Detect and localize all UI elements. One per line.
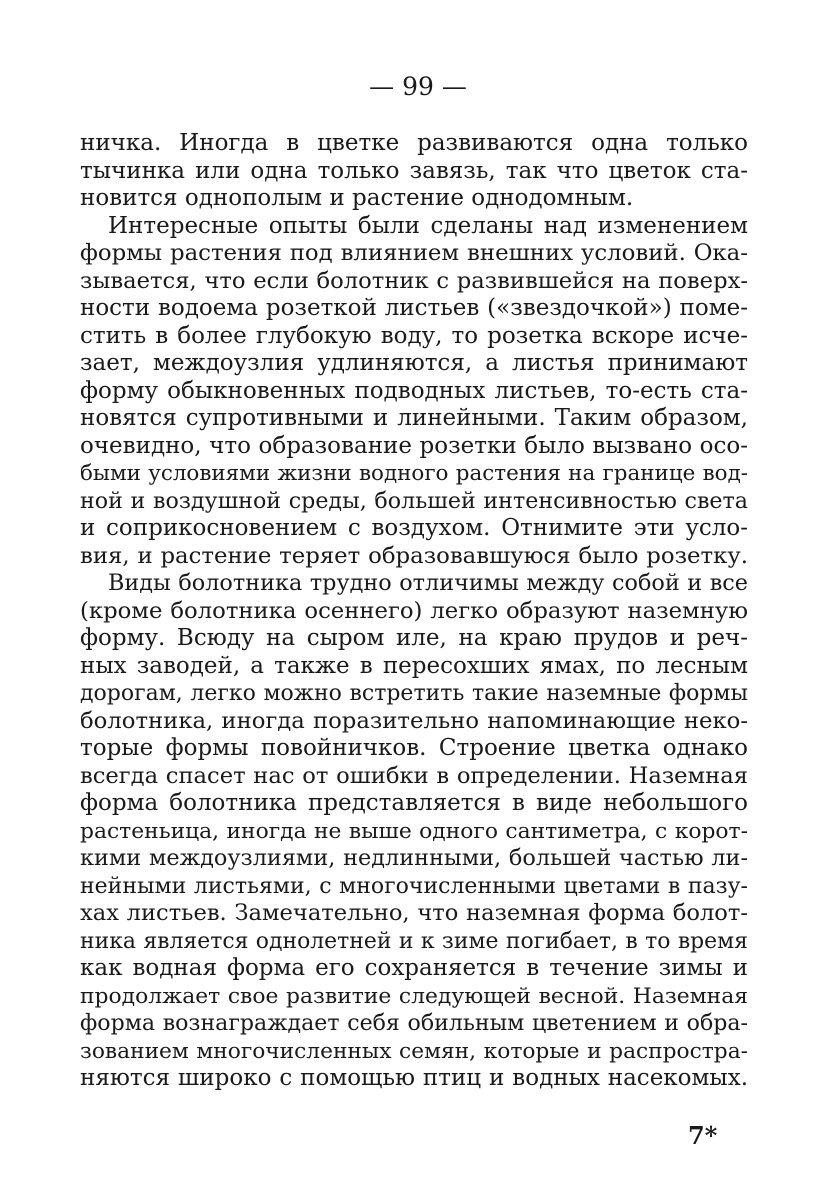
text-line: хах листьев. Замечательно, что наземная форма болот- bbox=[80, 900, 748, 926]
text-line: продолжает свое развитие следующей весной. Наземная bbox=[80, 983, 748, 1009]
text-line: торые формы повойничков. Строение цветка однако bbox=[80, 735, 748, 761]
text-line: болотника, иногда поразительно напоминающие неко- bbox=[80, 707, 748, 734]
text-line: зает, междоузлия удлиняются, а листья принимают bbox=[80, 350, 748, 376]
paragraph-start-line: Интересные опыты были сделаны над изменением bbox=[108, 212, 748, 239]
text-line: новятся супротивными и линейными. Таким образом, bbox=[80, 405, 748, 431]
text-line: дорогам, легко можно встретить такие наземные формы bbox=[80, 681, 748, 706]
text-line: тычинка или одна только завязь, так что цветок ста- bbox=[80, 157, 748, 184]
printer-signature-mark: 7* bbox=[688, 1121, 718, 1150]
text-line: вия, и растение теряет образовавшуюся было розетку. bbox=[80, 542, 748, 569]
text-line: как водная форма его сохраняется в течение зимы и bbox=[80, 955, 748, 981]
text-line: зованием многочисленных семян, которые и распростра- bbox=[80, 1038, 748, 1064]
text-line: новится однополым и растение однодомным. bbox=[80, 185, 634, 211]
body-text bbox=[80, 130, 748, 1093]
text-line: всегда спасет нас от ошибки в определении. Наземная bbox=[80, 762, 748, 789]
text-line: растеньица, иногда не выше одного сантиметра, с корот- bbox=[80, 818, 748, 844]
text-line: ной и воздушной среды, большей интенсивностью света bbox=[80, 487, 748, 514]
text-line: форму обыкновенных подводных листьев, то-есть ста- bbox=[80, 377, 748, 404]
text-line: очевидно, что образование розетки было вызвано осо- bbox=[80, 432, 748, 459]
text-line: стить в более глубокую воду, то розетка вскоре исче- bbox=[80, 322, 748, 349]
text-line: кими междоузлиями, недлинными, большей частью ли- bbox=[80, 845, 748, 871]
text-line: ника является однолетней и к зиме погибает, в то время bbox=[80, 928, 748, 954]
text-line: форму. Всюду на сыром иле, на краю прудов и реч- bbox=[80, 625, 748, 651]
text-line: ности водоема розеткой листьев («звездочкой») поме- bbox=[80, 295, 748, 321]
text-line: быми условиями жизни водного растения на границе вод- bbox=[80, 461, 748, 486]
paragraph-start-line: Виды болотника трудно отличимы между собой и все bbox=[108, 570, 748, 596]
text-line: форма болотника представляется в виде небольшого bbox=[80, 790, 748, 816]
text-line: форма вознаграждает себя обильным цветением и обра- bbox=[80, 1010, 748, 1036]
text-line: (кроме болотника осеннего) легко образуют наземную bbox=[80, 597, 748, 624]
text-line: и соприкосновением с воздухом. Отнимите эти усло- bbox=[80, 515, 748, 541]
text-line: формы растения под влиянием внешних условий. Ока- bbox=[80, 240, 748, 266]
text-line: ничка. Иногда в цветке развиваются одна только bbox=[80, 130, 748, 156]
text-line: ных заводей, а также в пересохших ямах, по лесным bbox=[80, 652, 748, 679]
text-line: нейными листьями, с многочисленными цветами в пазу- bbox=[80, 873, 748, 899]
text-line: зывается, что если болотник с развившейся на поверх- bbox=[80, 267, 748, 294]
page-number: — 99 — bbox=[369, 72, 467, 101]
text-line: няются широко с помощью птиц и водных насекомых. bbox=[80, 1065, 748, 1091]
